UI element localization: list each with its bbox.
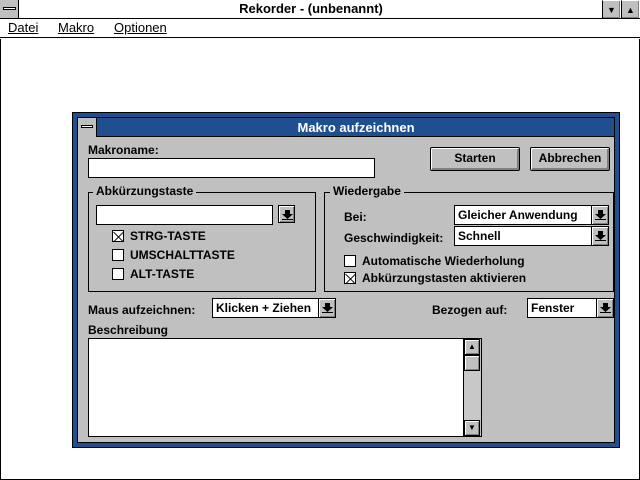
speed-dropdown-button[interactable] (591, 227, 608, 245)
cancel-button[interactable] (530, 147, 610, 171)
window-title: Rekorder - (unbenannt) (239, 1, 383, 16)
dialog-title: Makro aufzeichnen (297, 120, 415, 135)
speed-dropdown[interactable] (454, 226, 609, 246)
menu-label: Optionen (114, 20, 167, 35)
record-mouse-label: Maus aufzeichnen: (88, 303, 196, 317)
macro-name-input[interactable] (88, 158, 375, 178)
description-scrollbar[interactable] (463, 339, 481, 436)
playback-at-value: Gleicher Anwendung (458, 208, 578, 222)
arrow-down-icon (600, 303, 611, 313)
alt-key-checkbox[interactable] (112, 268, 124, 280)
relative-to-dropdown-button[interactable] (596, 299, 613, 317)
enable-shortcuts-checkbox[interactable] (344, 272, 356, 284)
shortcut-key-input[interactable] (96, 205, 273, 225)
dialog-system-menu-button[interactable] (78, 118, 97, 137)
arrow-down-icon (595, 231, 606, 241)
maximize-button[interactable] (621, 0, 639, 18)
relative-to-dropdown[interactable] (527, 298, 614, 318)
window-titlebar (0, 0, 640, 19)
record-mouse-value: Klicken + Ziehen (216, 301, 312, 315)
shift-key-label: UMSCHALTTASTE (130, 248, 235, 262)
relative-to-value: Fenster (531, 301, 575, 315)
shortcut-group-title: Abkürzungstaste (93, 184, 196, 198)
start-button-label: Starten (454, 151, 496, 165)
macro-name-label: Makroname: (88, 143, 159, 157)
menu-label: Datei (8, 20, 39, 35)
ctrl-key-label: STRG-TASTE (130, 229, 206, 243)
arrow-up-icon: ▲ (626, 5, 635, 15)
arrow-up-icon: ▲ (468, 342, 476, 351)
enable-shortcuts-label: Abkürzungstasten aktivieren (362, 271, 527, 285)
menu-optionen[interactable] (114, 20, 167, 35)
scroll-track[interactable] (464, 371, 481, 420)
scroll-down-button[interactable] (464, 420, 480, 436)
playback-at-label: Bei: (344, 210, 367, 224)
shift-key-checkbox[interactable] (112, 249, 124, 261)
system-menu-icon (3, 7, 16, 10)
speed-label: Geschwindigkeit: (344, 231, 444, 245)
auto-repeat-label: Automatische Wiederholung (362, 254, 525, 268)
arrow-down-icon (595, 210, 606, 220)
arrow-down-icon (282, 210, 293, 220)
cancel-button-label: Abbrechen (538, 151, 602, 165)
ctrl-key-checkbox[interactable] (112, 230, 124, 242)
relative-to-label: Bezogen auf: (432, 303, 508, 317)
alt-key-label: ALT-TASTE (130, 267, 195, 281)
description-textarea[interactable] (88, 338, 482, 437)
menu-makro[interactable] (58, 20, 94, 35)
minimize-button[interactable] (602, 0, 620, 18)
speed-value: Schnell (458, 229, 501, 243)
record-mouse-dropdown-button[interactable] (318, 299, 335, 317)
playback-at-dropdown[interactable] (454, 205, 609, 225)
description-label: Beschreibung (88, 323, 169, 337)
arrow-down-icon: ▼ (468, 423, 476, 432)
record-mouse-dropdown[interactable] (212, 298, 336, 318)
record-macro-dialog (72, 112, 620, 448)
playback-group-title: Wiedergabe (330, 184, 404, 198)
arrow-down-icon: ▼ (607, 5, 616, 15)
playback-at-dropdown-button[interactable] (591, 206, 608, 224)
menu-bar (0, 19, 640, 38)
dialog-body (77, 117, 615, 443)
start-button[interactable] (430, 147, 520, 171)
system-menu-button[interactable] (0, 0, 19, 18)
menu-datei[interactable] (8, 20, 38, 35)
shortcut-key-dropdown-button[interactable] (278, 205, 295, 223)
dialog-titlebar (78, 118, 614, 137)
menu-label: Makro (58, 20, 95, 35)
scroll-thumb[interactable] (464, 355, 480, 371)
scroll-up-button[interactable] (464, 339, 480, 355)
auto-repeat-checkbox[interactable] (344, 255, 356, 267)
system-menu-icon (81, 125, 93, 128)
arrow-down-icon (322, 303, 333, 313)
